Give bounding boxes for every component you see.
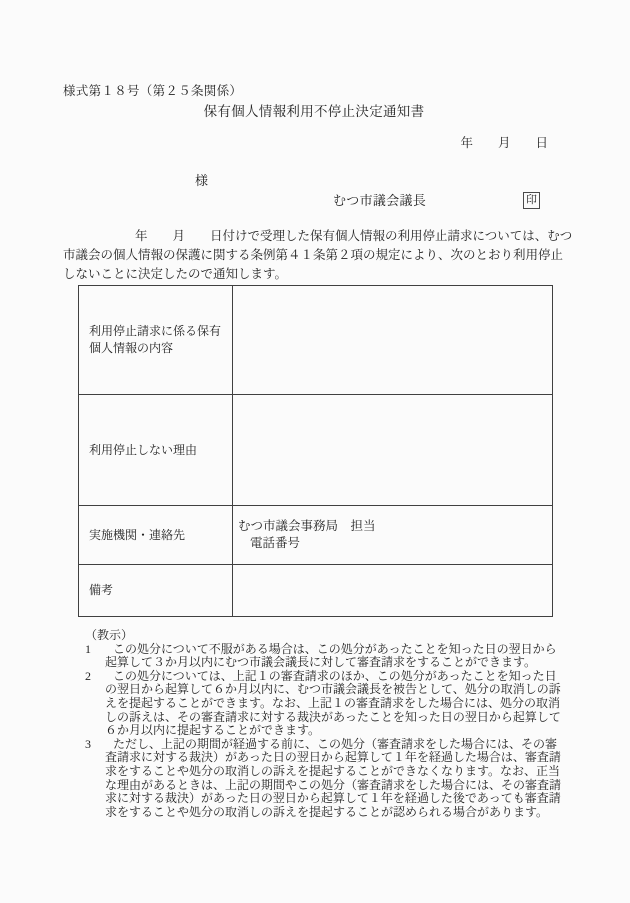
row-label-agency-contact: 実施機関・連絡先 xyxy=(79,506,233,565)
row-label-remarks: 備考 xyxy=(79,565,233,617)
phone-number-line: 電話番号 xyxy=(250,536,301,550)
instruction-text-3: ただし、上記の期間が経過する前に、この処分（審査請求をした場合には、その審査請求に対する裁決）があった日の翌日から起算して１年を経過した場合は、審査請求をすることや処分の取消しの訴えを提起することができなくなります。なお、正当な理由があるときは、上記の期間やこの処分（審査請求をした場合には、その審査請求に対する裁決）があった日の翌日から起算して１年を経過した後であっても審査請求をすることや処分の取消しの訴えを提起することが認められる場合があります。 xyxy=(105,736,562,819)
document-title: 保有個人情報利用不停止決定通知書 xyxy=(203,104,425,119)
instruction-text-2: この処分については、上記１の審査請求のほか、この処分があったことを知った日の翌日から起算して６か月以内に、むつ市議会議長を被告として、処分の取消しの訴えを提起することができます。なお、上記１の審査請求をした場合には、処分の取消しの訴えは、その審査請求に対する裁決があったことを知った日の翌日から起算して６か月以内に提起することができます。 xyxy=(105,668,561,738)
instruction-item-2 xyxy=(63,670,565,738)
issuer-line xyxy=(63,193,565,208)
row-value-reason xyxy=(233,395,553,506)
row-value-retained-info xyxy=(233,286,553,395)
instruction-text-1: この処分について不服がある場合は、この処分があったことを知った日の翌日から起算して３か月以内にむつ市議会議長に対して審査請求をすることができます。 xyxy=(105,641,557,670)
table-row xyxy=(79,286,553,395)
row-value-agency-contact xyxy=(233,506,553,565)
notification-table xyxy=(78,285,553,617)
instruction-item-3 xyxy=(63,738,565,820)
seal-mark: 印 xyxy=(523,192,540,209)
instruction-item-1 xyxy=(63,643,565,670)
table-row xyxy=(79,506,553,565)
row-label-retained-info: 利用停止請求に係る保有個人情報の内容 xyxy=(79,286,233,395)
addressee-honorific: 様 xyxy=(195,173,209,188)
issuer-name: むつ市議会議長 xyxy=(333,193,427,208)
form-number: 様式第１８号（第２５条関係） xyxy=(63,84,243,98)
row-value-remarks xyxy=(233,565,553,617)
instruction-number-3: 3 xyxy=(85,736,91,751)
body-paragraph: 年 月 日付けで受理した保有個人情報の利用停止請求については、むつ市議会の個人情報の保護に関する条例第４１条第２項の規定により、次のとおり利用停止しないことに決定したので通知します。 xyxy=(63,229,573,281)
row-label-reason: 利用停止しない理由 xyxy=(79,395,233,506)
instructions-heading: （教示） xyxy=(85,628,134,642)
instructions-section xyxy=(63,629,565,819)
instruction-number-2: 2 xyxy=(85,668,91,683)
date-line: 年 月 日 xyxy=(460,136,548,150)
agency-name-line: むつ市議会事務局 担当 xyxy=(238,519,376,533)
table-row xyxy=(79,565,553,617)
instruction-number-1: 1 xyxy=(85,641,91,656)
table-row xyxy=(79,395,553,506)
